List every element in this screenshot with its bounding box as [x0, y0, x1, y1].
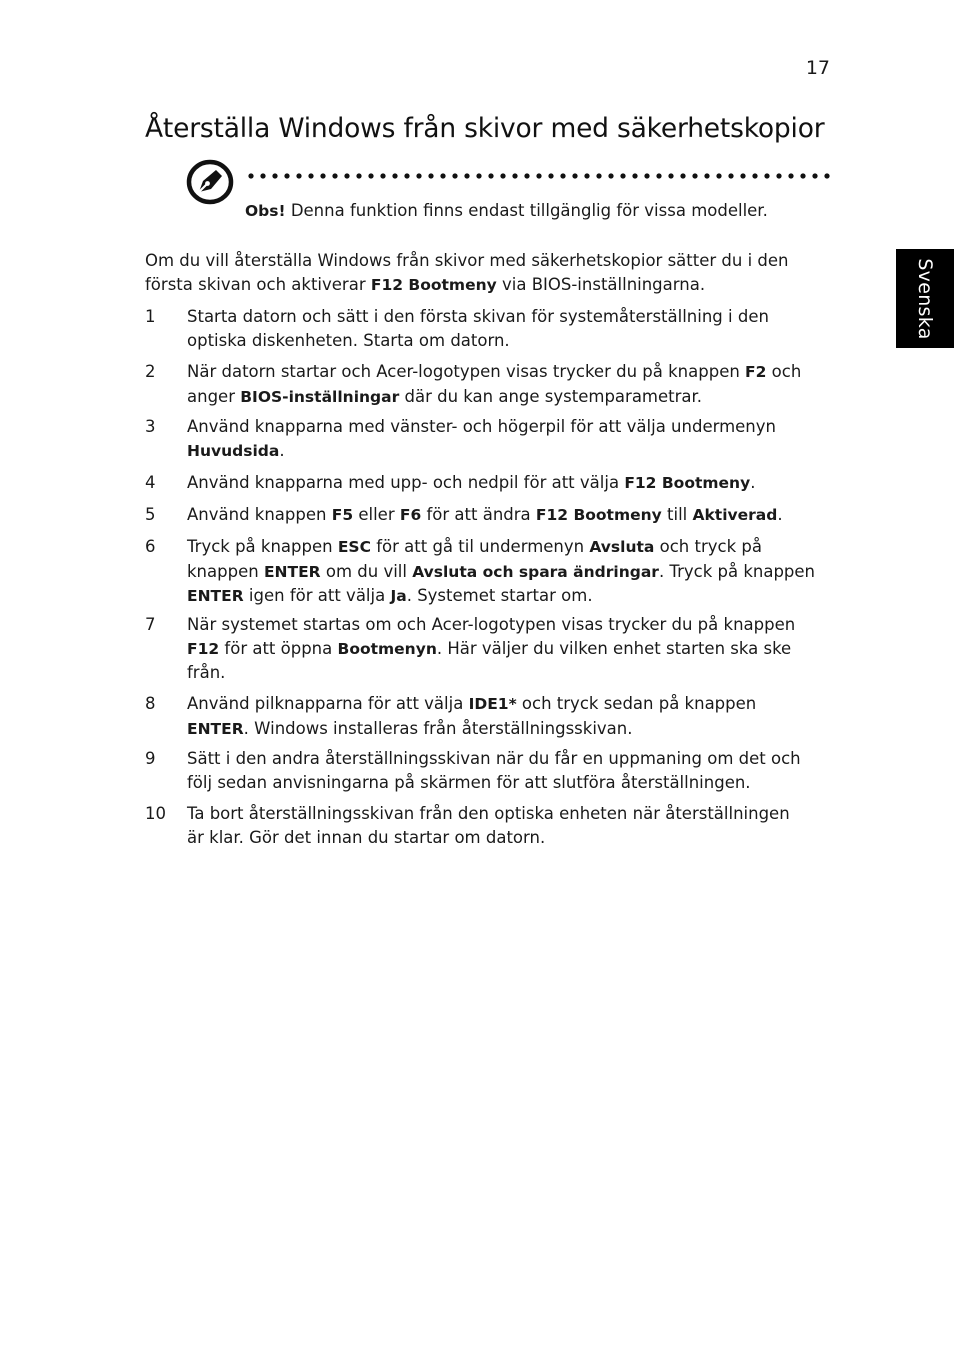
step-text-bold: Avsluta och spara ändringar [412, 562, 659, 581]
step-text-bold: Bootmenyn [337, 639, 437, 658]
step-text [187, 692, 835, 741]
step-text-segment: optiska diskenheten. Starta om datorn. [187, 330, 510, 350]
step-number: 8 [145, 694, 156, 713]
step-text-bold: ENTER [187, 719, 244, 738]
step-text-segment: följ sedan anvisningarna på skärmen för att slutföra återställningen. [187, 772, 751, 792]
intro-paragraph [145, 249, 835, 297]
note-text: Denna funktion finns endast tillgänglig för vissa modeller. [285, 201, 768, 220]
page-number: 17 [805, 57, 830, 79]
step-number: 3 [145, 417, 156, 436]
step-text-segment: anger [187, 386, 241, 406]
step-text-bold: F12 Bootmeny [624, 474, 751, 492]
step-text-segment: . [279, 440, 285, 460]
step-text-segment: . Här väljer du vilken enhet starten ska ske [436, 638, 792, 658]
step-text-segment: . Windows installeras från återställningsskivan. [243, 718, 633, 738]
step-text-segment: Använd knapparna med upp- och nedpil för att välja [187, 473, 625, 492]
step-text-bold: Aktiverad [692, 506, 778, 524]
step-text-segment: Starta datorn och sätt i den första skivan för systemåterställning i den [187, 307, 769, 326]
step-text-bold: ESC [337, 538, 371, 556]
step-text-segment: När systemet startas om och Acer-logotypen visas trycker du på knappen [187, 615, 796, 634]
step-text-bold: F5 [331, 506, 354, 524]
step-text-segment: igen för att välja [243, 586, 391, 605]
step-text-segment: Tryck på knappen [187, 537, 338, 556]
step-text-segment: . [777, 505, 783, 524]
step-text-segment: och tryck sedan på knappen [516, 694, 757, 713]
page-title: Återställa Windows från skivor med säkerhetskopior [145, 113, 825, 144]
step-text-bold: F12 [187, 639, 220, 658]
step-text-bold: BIOS-inställningar [240, 387, 400, 406]
step-number: 7 [145, 615, 156, 634]
step-text-segment: och [766, 362, 802, 381]
language-side-tab-label: Svenska [914, 257, 936, 340]
step-text-bold: F2 [745, 363, 767, 381]
step-text-segment: Sätt i den andra återställningsskivan när du får en uppmaning om det och [187, 749, 801, 768]
step-text-segment: eller [353, 505, 400, 524]
step-text-segment: Använd knapparna med vänster- och högerpil för att välja undermenyn [187, 417, 776, 436]
step-text-segment: . Systemet startar om. [406, 586, 593, 605]
step-text [187, 360, 835, 409]
step-text-segment: är klar. Gör det innan du startar om datorn. [187, 827, 546, 847]
intro-line-1: Om du vill återställa Windows från skivor med säkerhetskopior sätter du i den [145, 251, 789, 270]
note-dotted-rule [245, 172, 830, 180]
step-text [187, 535, 835, 609]
step-text-bold: Ja [390, 587, 407, 605]
step-text [187, 305, 835, 352]
note [245, 200, 845, 222]
step-text-segment: Använd knappen [187, 505, 332, 524]
step-text-bold: ENTER [263, 562, 321, 581]
step-text-segment: Använd pilknapparna för att välja [187, 694, 469, 713]
step-text-segment: . [750, 473, 756, 492]
step-number: 10 [145, 804, 166, 823]
step-text-segment: om du vill [320, 561, 413, 581]
step-number: 1 [145, 307, 156, 326]
step-text [187, 471, 835, 496]
step-text-bold: Huvudsida [187, 441, 280, 460]
step-text-segment: för att gå til undermenyn [370, 537, 590, 556]
step-text-bold: IDE1* [468, 695, 517, 713]
step-text-segment: till [661, 505, 693, 524]
step-number: 2 [145, 362, 156, 381]
step-text [187, 747, 835, 794]
step-text [187, 613, 835, 685]
intro-line-2-start: första skivan och aktiverar [145, 274, 371, 294]
language-side-tab [896, 249, 954, 348]
note-pen-icon [186, 159, 234, 205]
intro-line-2-end: via BIOS-inställningarna. [496, 274, 706, 294]
step-text-bold: Avsluta [589, 538, 655, 556]
intro-line-2-bold: F12 Bootmeny [370, 275, 497, 294]
step-text-segment: där du kan ange systemparametrar. [399, 386, 703, 406]
step-text-segment: . Tryck på knappen [658, 561, 816, 581]
step-number: 4 [145, 473, 156, 492]
step-text-segment: När datorn startar och Acer-logotypen visas trycker du på knappen [187, 362, 746, 381]
step-text [187, 802, 835, 849]
step-text-segment: Ta bort återställningsskivan från den optiska enheten när återställningen [187, 804, 790, 823]
step-number: 5 [145, 505, 156, 524]
step-text-segment: för att ändra [421, 505, 536, 524]
step-text-segment: för att öppna [219, 638, 338, 658]
step-number: 6 [145, 537, 156, 556]
step-text-segment: från. [187, 663, 226, 682]
step-text-segment: knappen [187, 561, 264, 581]
step-text-bold: F6 [399, 506, 422, 524]
note-label: Obs! [245, 202, 286, 220]
step-text [187, 503, 835, 528]
step-text-bold: F12 Bootmeny [535, 506, 662, 524]
step-number: 9 [145, 749, 156, 768]
step-text-segment: och tryck på [654, 537, 762, 556]
step-text [187, 415, 835, 463]
step-text-bold: ENTER [187, 587, 244, 605]
